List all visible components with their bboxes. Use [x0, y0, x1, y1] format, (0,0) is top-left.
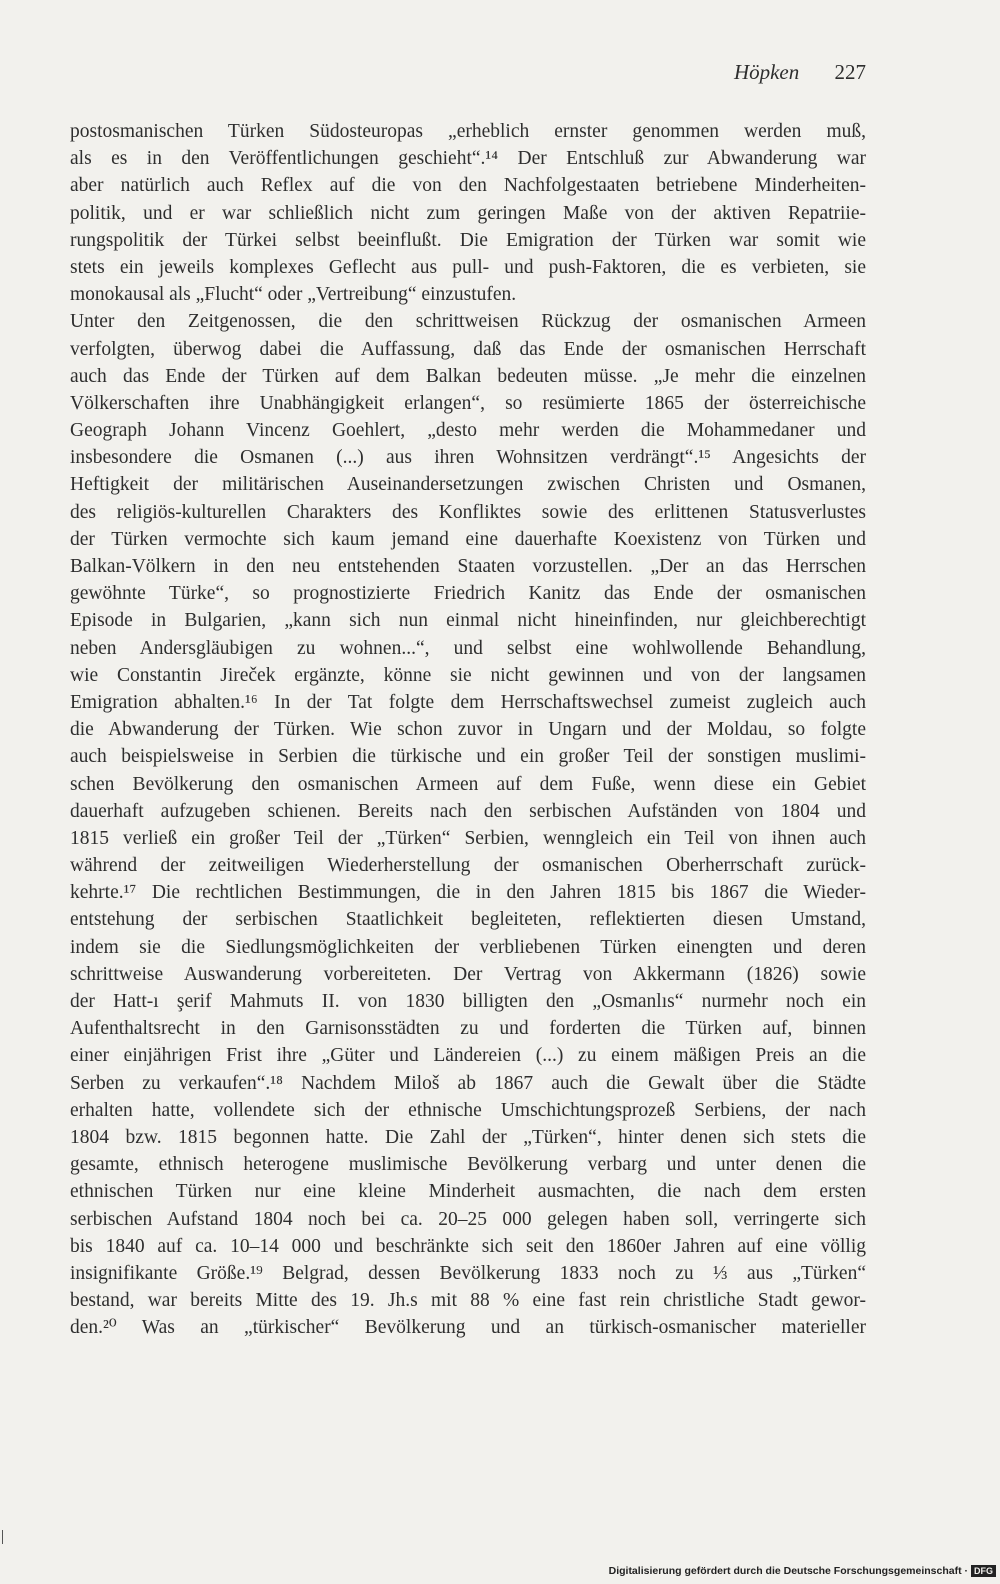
text-line: die Abwanderung der Türken. Wie schon zuvor in Ungarn und der Moldau, so folgte [70, 719, 866, 741]
text-line: dauerhaft aufzugeben schienen. Bereits nach den serbischen Aufständen von 1804 und [70, 800, 866, 822]
text-line: wie Constantin Jireček ergänzte, könne sie nicht gewinnen und von der langsamen [70, 664, 866, 686]
text-line: der Hatt-ı şerif Mahmuts II. von 1830 billigten den „Osmanlıs“ nurmehr noch ein [70, 991, 866, 1012]
text-line: kehrte.¹⁷ Die rechtlichen Bestimmungen, die in den Jahren 1815 bis 1867 die Wieder- [70, 882, 866, 904]
text-line: Balkan-Völkern in den neu entstehenden Staaten vorzustellen. „Der an das Herrschen [70, 556, 866, 577]
text-line: Geograph Johann Vincenz Goehlert, „desto mehr werden die Mohammedaner und [70, 420, 866, 442]
text-line: schen Bevölkerung den osmanischen Armeen auf dem Fuße, wenn diese ein Gebiet [70, 773, 866, 795]
body-text [70, 118, 866, 1341]
text-line: schrittweise Auswanderung vorbereiteten. Der Vertrag von Akkermann (1826) sowie [70, 963, 866, 985]
footer-text: Digitalisierung gefördert durch die Deutsche Forschungsgemeinschaft · [608, 1565, 968, 1577]
text-line: Unter den Zeitgenossen, die den schrittweisen Rückzug der osmanischen Armeen [70, 311, 866, 333]
text-line: insignifikante Größe.¹⁹ Belgrad, dessen Bevölkerung 1833 noch zu ⅓ aus „Türken“ [70, 1262, 866, 1284]
margin-mark [2, 1530, 3, 1544]
text-line: indem sie die Siedlungsmöglichkeiten der verbliebenen Türken einengten und deren [70, 936, 866, 958]
text-line: Serben zu verkaufen“.¹⁸ Nachdem Miloš ab 1867 auch die Gewalt über die Städte [70, 1072, 866, 1094]
text-line: bis 1840 auf ca. 10–14 000 und beschränkte sich seit den 1860er Jahren auf eine völlig [70, 1235, 866, 1257]
text-line: auch beispielsweise in Serbien die türkische und ein großer Teil der sonstigen muslimi- [70, 746, 866, 768]
text-line: während der zeitweiligen Wiederherstellung der osmanischen Oberherrschaft zurück- [70, 855, 866, 877]
text-line: entstehung der serbischen Staatlichkeit begleiteten, reflektierten diesen Umstand, [70, 909, 866, 931]
text-line: der Türken vermochte sich kaum jemand eine dauerhafte Koexistenz von Türken und [70, 528, 866, 550]
text-line: einer einjährigen Frist ihre „Güter und Ländereien (...) zu einem mäßigen Preis an die [70, 1045, 866, 1067]
text-line: den.²⁰ Was an „türkischer“ Bevölkerung und an türkisch-osmanischer materieller [70, 1317, 866, 1339]
text-line: des religiös-kulturellen Charakters des Konfliktes sowie des erlittenen Statusverlustes [70, 501, 866, 523]
text-line: Heftigkeit der militärischen Auseinandersetzungen zwischen Christen und Osmanen, [70, 474, 866, 496]
text-line: verfolgten, überwog dabei die Auffassung, daß das Ende der osmanischen Herrschaft [70, 338, 866, 360]
text-line: politik, und er war schließlich nicht zum geringen Maße von der aktiven Repatriie- [70, 202, 866, 224]
page-number: 227 [834, 60, 866, 84]
footer-credit [609, 1565, 996, 1577]
running-head-author: Höpken [733, 60, 800, 84]
text-line: neben Andersgläubigen zu wohnen...“, und selbst eine wohlwollende Behandlung, [70, 637, 866, 659]
text-line: Aufenthaltsrecht in den Garnisonsstädten zu und forderten die Türken auf, binnen [70, 1018, 866, 1040]
dfg-logo: DFG [971, 1565, 996, 1577]
text-line: monokausal als „Flucht“ oder „Vertreibung“ einzustufen. [70, 284, 517, 306]
text-line: auch das Ende der Türken auf dem Balkan bedeuten müsse. „Je mehr die einzelnen [70, 365, 866, 387]
text-line: Emigration abhalten.¹⁶ In der Tat folgte dem Herrschaftswechsel zumeist zugleich auch [70, 691, 866, 713]
text-line: rungspolitik der Türkei selbst beeinflußt. Die Emigration der Türken war somit wie [70, 229, 866, 251]
text-line: aber natürlich auch Reflex auf die von den Nachfolgestaaten betriebene Minderheiten- [70, 175, 866, 197]
page-header [0, 60, 866, 85]
text-line: serbischen Aufstand 1804 noch bei ca. 20–25 000 gelegen haben soll, verringerte sich [70, 1208, 866, 1230]
text-line: Völkerschaften ihre Unabhängigkeit erlangen“, so resümierte 1865 der österreichische [70, 392, 866, 414]
text-line: bestand, war bereits Mitte des 19. Jh.s mit 88 % eine fast rein christliche Stadt gewor- [70, 1290, 866, 1312]
text-line: Episode in Bulgarien, „kann sich nun einmal nicht hineinfinden, nur gleichberechtigt [70, 610, 866, 632]
text-line: ethnischen Türken nur eine kleine Minderheit ausmachten, die nach dem ersten [70, 1181, 866, 1203]
text-line: insbesondere die Osmanen (...) aus ihren Wohnsitzen verdrängt“.¹⁵ Angesichts der [70, 447, 866, 469]
text-line: stets ein jeweils komplexes Geflecht aus pull- und push-Faktoren, die es verbieten, sie [70, 256, 866, 278]
text-line: als es in den Veröffentlichungen geschieht“.¹⁴ Der Entschluß zur Abwanderung war [70, 148, 866, 170]
text-line: postosmanischen Türken Südosteuropas „erheblich ernster genommen werden muß, [70, 121, 866, 142]
text-line: 1815 verließ ein großer Teil der „Türken“ Serbien, wenngleich ein Teil von ihnen auch [70, 827, 866, 849]
text-line: gewöhnte Türke“, so prognostizierte Friedrich Kanitz das Ende der osmanischen [70, 583, 866, 605]
text-line: erhalten hatte, vollendete sich der ethnische Umschichtungsprozeß Serbiens, der nach [70, 1099, 866, 1121]
text-line: gesamte, ethnisch heterogene muslimische Bevölkerung verbarg und unter denen die [70, 1154, 866, 1176]
text-line: 1804 bzw. 1815 begonnen hatte. Die Zahl der „Türken“, hinter denen sich stets die [70, 1126, 866, 1148]
